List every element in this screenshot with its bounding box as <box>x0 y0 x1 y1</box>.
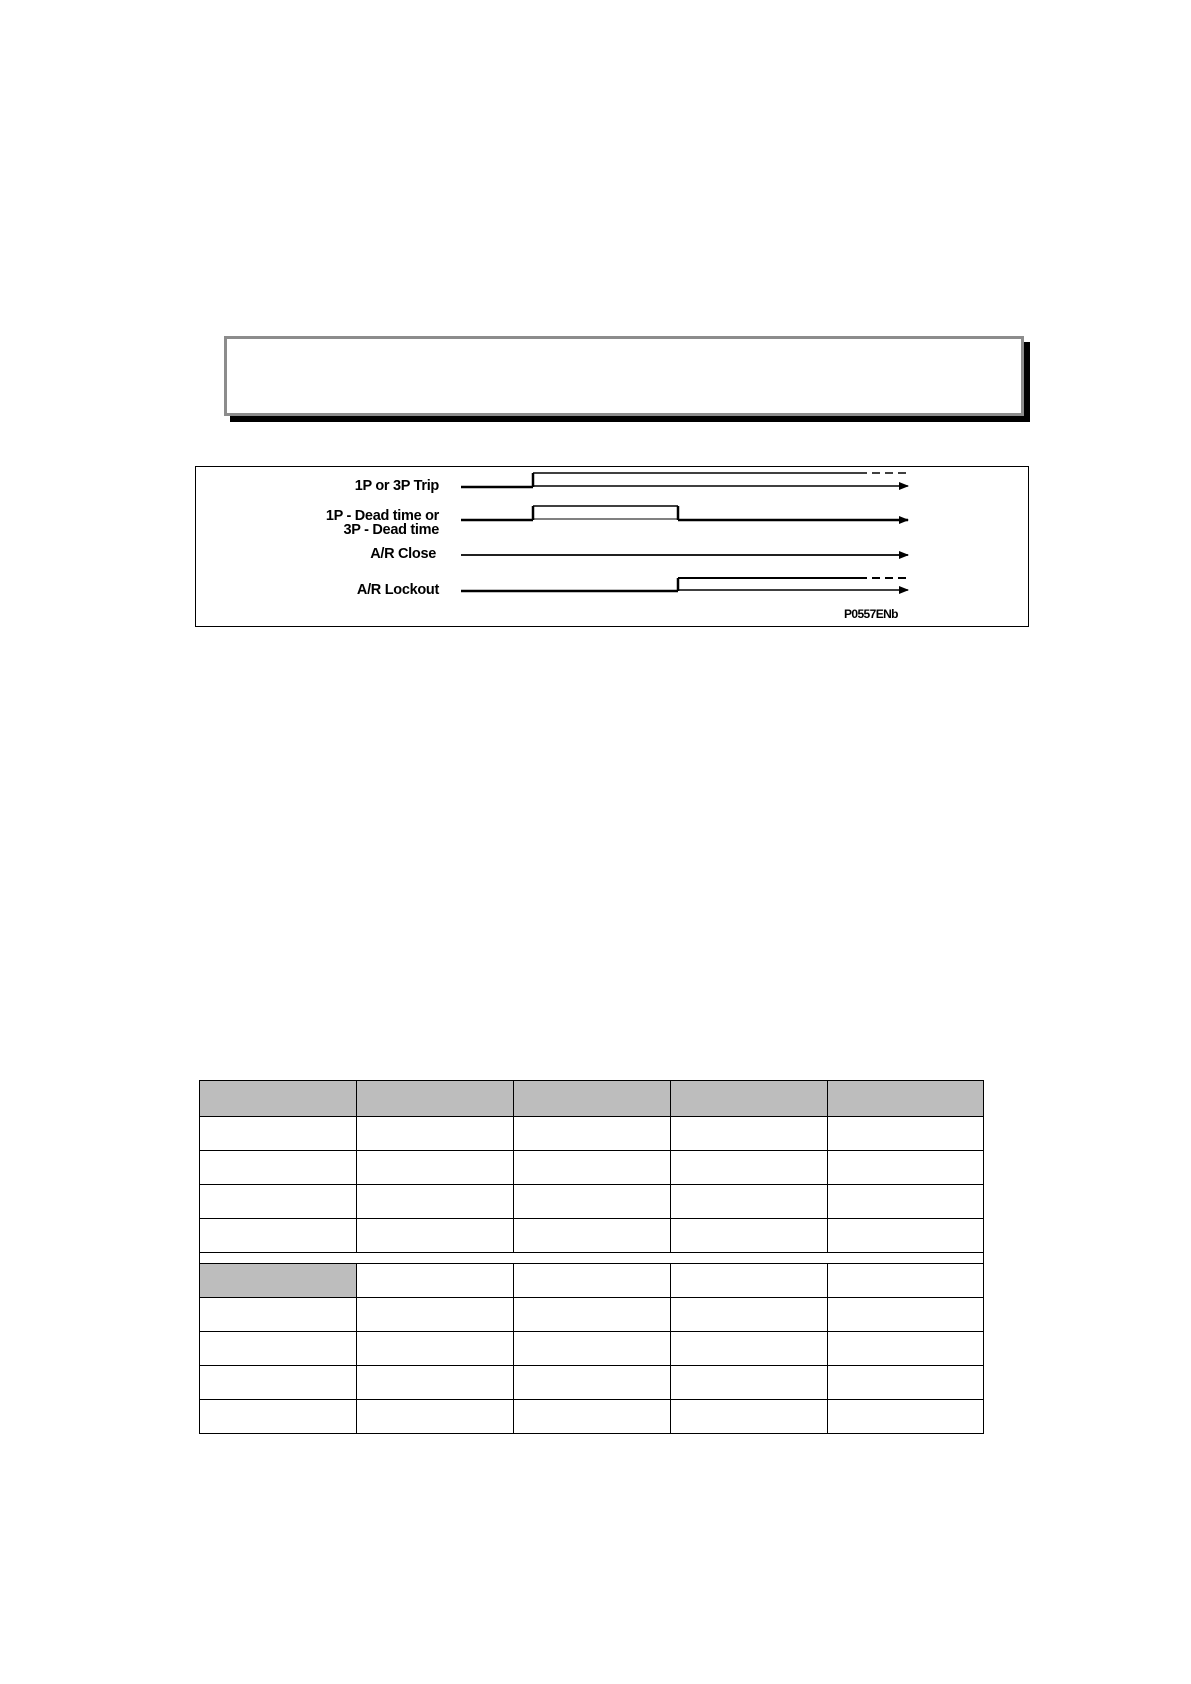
table-cell <box>514 1151 671 1185</box>
table-cell <box>671 1081 828 1117</box>
table-row <box>200 1219 984 1253</box>
table-cell <box>200 1219 357 1253</box>
table-cell <box>200 1332 357 1366</box>
table-cell <box>514 1400 671 1434</box>
table-cell <box>200 1298 357 1332</box>
trip-signal-waveform <box>461 473 909 487</box>
table-row <box>200 1117 984 1151</box>
table-cell <box>357 1081 514 1117</box>
table-cell <box>828 1185 984 1219</box>
table-cell <box>514 1332 671 1366</box>
table-cell <box>357 1264 514 1298</box>
table-cell <box>671 1264 828 1298</box>
table-cell <box>357 1117 514 1151</box>
table-cell <box>828 1219 984 1253</box>
table-cell <box>357 1400 514 1434</box>
table-row <box>200 1332 984 1366</box>
timing-diagram <box>195 466 1029 627</box>
dead-time-signal-waveform <box>461 506 908 520</box>
table-cell <box>671 1298 828 1332</box>
table-row <box>200 1400 984 1434</box>
table-body <box>200 1081 984 1434</box>
table-cell <box>671 1400 828 1434</box>
table-cell <box>671 1332 828 1366</box>
table-cell <box>828 1332 984 1366</box>
table-cell <box>357 1298 514 1332</box>
table-cell <box>828 1081 984 1117</box>
table-cell <box>200 1400 357 1434</box>
table-cell <box>828 1400 984 1434</box>
table-cell <box>514 1081 671 1117</box>
table-cell <box>671 1185 828 1219</box>
table-row <box>200 1366 984 1400</box>
table-cell <box>357 1219 514 1253</box>
ar-lockout-signal-waveform <box>461 578 909 591</box>
table-cell <box>357 1185 514 1219</box>
table-cell <box>828 1264 984 1298</box>
table-cell <box>671 1366 828 1400</box>
heading-box <box>224 336 1024 416</box>
table-cell <box>514 1219 671 1253</box>
table-spacer-cell <box>200 1253 984 1264</box>
table-cell <box>357 1332 514 1366</box>
signal-label-ar-lockout: A/R Lockout <box>356 582 439 598</box>
table-cell <box>514 1264 671 1298</box>
table-row <box>200 1185 984 1219</box>
table-cell <box>671 1151 828 1185</box>
table-cell <box>828 1117 984 1151</box>
table-cell <box>200 1151 357 1185</box>
table-header-row <box>200 1081 984 1117</box>
table-cell <box>200 1185 357 1219</box>
table-cell <box>514 1298 671 1332</box>
signal-label-dead-time: 1P - Dead time or 3P - Dead time <box>325 508 439 538</box>
table-cell <box>514 1117 671 1151</box>
timing-waveforms <box>196 467 1030 628</box>
data-table <box>199 1080 984 1434</box>
table-row <box>200 1151 984 1185</box>
table-cell <box>200 1117 357 1151</box>
table-section-header-row <box>200 1264 984 1298</box>
table-cell <box>200 1366 357 1400</box>
table-cell <box>671 1117 828 1151</box>
table-cell <box>828 1298 984 1332</box>
table-cell <box>671 1219 828 1253</box>
table-cell <box>514 1366 671 1400</box>
figure-reference: P0557ENb <box>844 607 898 621</box>
table-cell <box>828 1151 984 1185</box>
table-cell <box>200 1264 357 1298</box>
table-cell <box>828 1366 984 1400</box>
table-cell <box>200 1081 357 1117</box>
table-cell <box>357 1366 514 1400</box>
table-row <box>200 1298 984 1332</box>
signal-label-trip: 1P or 3P Trip <box>354 478 439 494</box>
table-spacer-row <box>200 1253 984 1264</box>
table-cell <box>357 1151 514 1185</box>
signal-label-ar-close: A/R Close <box>370 546 436 562</box>
table-cell <box>514 1185 671 1219</box>
